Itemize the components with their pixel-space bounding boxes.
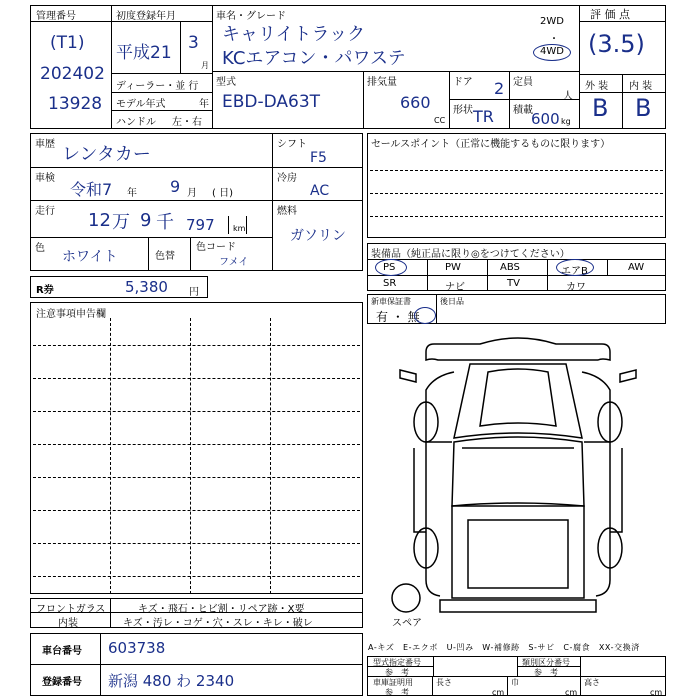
warranty-label: 新車保証書	[371, 297, 411, 306]
mileage-man: 12	[88, 210, 111, 231]
registration-label: 登録番号	[42, 677, 82, 688]
car-name: キャリイトラック	[222, 24, 366, 45]
interior-condition-value: キズ・汚レ・コゲ・穴・スレ・キレ・破レ	[123, 618, 313, 629]
first-reg-month: 3	[188, 33, 199, 53]
handle-label: ハンドル	[116, 117, 156, 128]
cert-label: 車庫証明用	[373, 678, 413, 687]
length-label: 長さ	[436, 678, 452, 687]
capacity-unit: 人	[563, 91, 573, 102]
km-unit: km	[233, 224, 246, 233]
inspection-label: 車検	[35, 173, 55, 184]
inspection-month: 9	[170, 177, 181, 196]
front-glass-label: フロントガラス	[36, 604, 106, 615]
interior-label: 内 装	[629, 81, 653, 92]
mgmt-label: 管理番号	[36, 11, 76, 22]
registration-value: 新潟 480 わ 2340	[108, 672, 235, 690]
equip-ps: PS	[383, 262, 396, 273]
car-diagram	[370, 330, 666, 630]
kg-unit: kg	[561, 117, 571, 126]
dealer-label: ディーラー・並 行	[116, 81, 199, 92]
width-unit: cm	[565, 688, 578, 697]
equip-aw: AW	[628, 262, 645, 273]
height-unit: cm	[650, 688, 663, 697]
height-label: 高さ	[584, 678, 600, 687]
ps-circle	[375, 259, 407, 276]
first-reg-month-unit: 月	[201, 61, 209, 70]
after-label: 後日品	[440, 297, 464, 306]
recycle-label: R券	[36, 285, 54, 296]
ac-value: AC	[310, 183, 330, 199]
handle-value: 左・右	[172, 117, 202, 128]
yen-unit: 円	[189, 287, 199, 298]
model-year-label: モデル年式	[116, 99, 166, 110]
equip-leather: カワ	[566, 282, 586, 293]
inspection-era: 令和7	[70, 180, 113, 199]
doors: 2	[494, 79, 505, 98]
mgmt-number-2: 13928	[48, 94, 103, 114]
displacement-label: 排気量	[367, 77, 397, 88]
sen-unit: 千	[156, 212, 174, 233]
inspection-month-unit: 月	[187, 188, 197, 199]
width-label: 巾	[511, 678, 519, 687]
exterior-grade: B	[592, 94, 609, 122]
inspection-year-unit: 年	[127, 188, 137, 199]
equipment-title: 装備品（純正品に限り◎をつけてください）	[371, 249, 570, 260]
warranty-none-circle	[414, 307, 436, 324]
color-code: フメイ	[219, 257, 249, 268]
first-reg-era: 平成21	[116, 43, 172, 63]
recycle-box	[30, 276, 208, 298]
interior-grade: B	[635, 94, 652, 122]
airbag-circle	[556, 259, 594, 276]
shape: TR	[473, 107, 494, 126]
capacity-label: 定員	[513, 77, 533, 88]
chassis-value: 603738	[108, 639, 166, 657]
sales-point-title: セールスポイント（正常に機能するものに限ります）	[371, 139, 611, 150]
equip-navi: ナビ	[445, 282, 465, 293]
cc-unit: CC	[434, 116, 446, 125]
notes-title: 注意事項申告欄	[36, 309, 106, 320]
color-code-label: 色コード	[196, 242, 236, 253]
model-label: 型式	[216, 77, 236, 88]
score-label: 評 価 点	[590, 8, 630, 21]
score: (3.5)	[588, 30, 645, 58]
fuel-value: ガソリン	[290, 228, 346, 244]
damage-legend: A-キズ E-エクボ U-凹み W-補修跡 S-サビ C-腐食 XX-交換済	[368, 643, 640, 652]
type-designation-ref: 参 考	[385, 668, 409, 677]
history-label: 車歴	[35, 139, 55, 150]
load: 600	[531, 110, 560, 128]
fuel-label: 燃料	[277, 206, 297, 217]
color-value: ホワイト	[62, 249, 118, 265]
category-ref: 参 考	[534, 668, 558, 677]
interior-condition-label: 内装	[58, 618, 78, 629]
shape-label: 形状	[453, 105, 473, 116]
history-value: レンタカー	[62, 144, 151, 165]
warranty-value: 有 ・ 無	[376, 310, 420, 324]
car-name-label: 車名・グレード	[216, 11, 286, 22]
car-grade: KCエアコン・パワステ	[222, 48, 406, 69]
chassis-label: 車台番号	[42, 646, 82, 657]
drive-4wd: 4WD	[540, 46, 564, 57]
front-glass-value: キズ・飛石・ヒビ割・リペア跡・X要	[138, 604, 305, 615]
length-unit: cm	[492, 688, 505, 697]
equip-abs: ABS	[500, 262, 520, 273]
load-label: 積載	[513, 105, 533, 116]
mileage-sen: 9	[140, 210, 152, 231]
mgmt-code: (T1)	[50, 33, 85, 53]
cert-ref: 参 考	[385, 688, 409, 697]
model-year-unit: 年	[199, 99, 209, 110]
mileage-label: 走行	[35, 206, 55, 217]
equip-sr: SR	[383, 278, 397, 289]
shift-value: F5	[310, 150, 327, 166]
inspection-day-unit: ( 日)	[212, 188, 233, 199]
displacement: 660	[400, 93, 431, 112]
equip-airbag: エアB	[561, 266, 588, 277]
shift-label: シフト	[277, 139, 307, 150]
category-label: 類別区分番号	[522, 658, 570, 667]
exterior-label: 外 装	[585, 81, 609, 92]
mgmt-number-1: 202402	[40, 64, 105, 84]
recycle-value: 5,380	[125, 278, 168, 296]
color-change-label: 色替	[155, 251, 175, 262]
model-code: EBD-DA63T	[222, 92, 321, 112]
equip-tv: TV	[507, 278, 520, 289]
type-designation-label: 型式指定番号	[373, 658, 421, 667]
man-unit: 万	[112, 212, 130, 233]
spare-label: スペア	[392, 618, 422, 629]
doors-label: ドア	[453, 77, 473, 88]
drive-2wd: 2WD	[540, 16, 564, 27]
equip-pw: PW	[445, 262, 461, 273]
drive-dot: ・	[549, 34, 559, 45]
first-reg-label: 初度登録年月	[116, 11, 176, 22]
mileage-rest: 797	[186, 216, 215, 234]
color-label: 色	[35, 243, 45, 254]
ac-label: 冷房	[277, 173, 297, 184]
